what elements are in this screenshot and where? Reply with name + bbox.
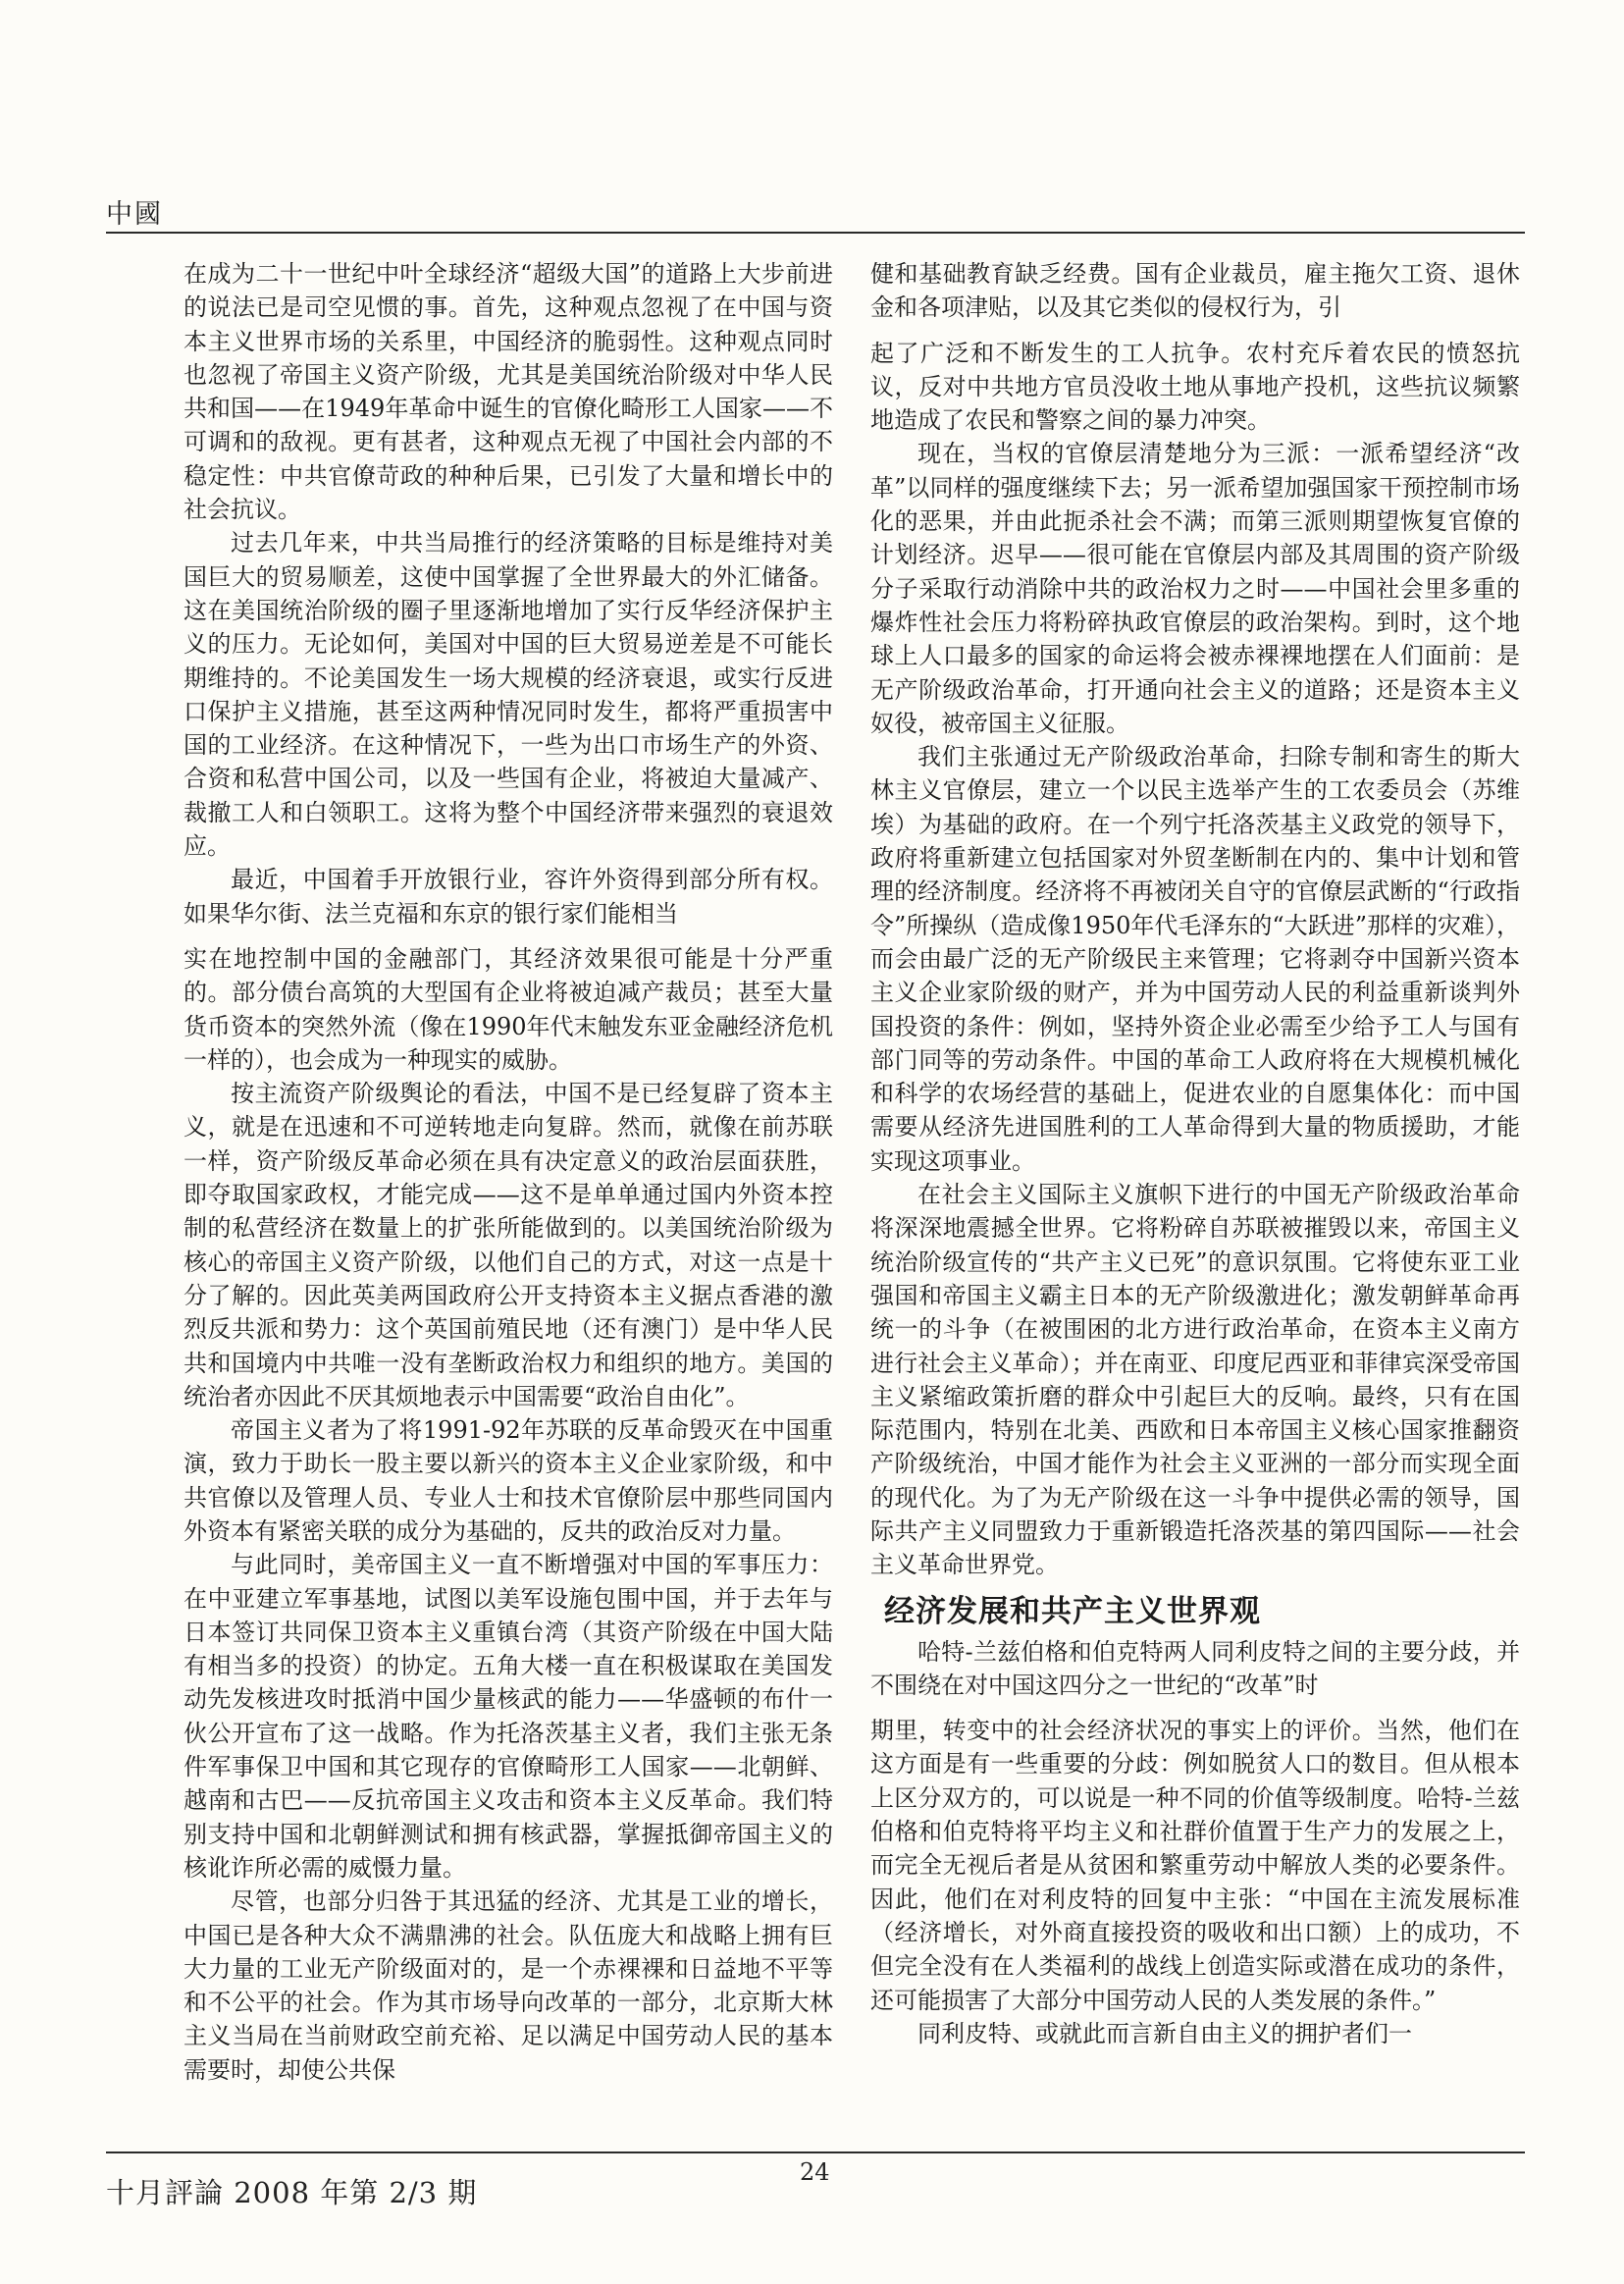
paragraph: 我们主张通过无产阶级政治革命，扫除专制和寄生的斯大林主义官僚层，建立一个以民主选举产生的工农委员会（苏维埃）为基础的政府。在一个列宁托洛茨基主义政党的领导下，政府将重新建立包括国家对外贸垄断制在内的、集中计划和管理的经济制度。经济将不再被闭关自守的官僚层武断的“行政指令”所操纵（造成像1950年代毛泽东的“大跃进”那样的灾难），而会由最广泛的无产阶级民主来管理；它将剥夺中国新兴资本主义企业家阶级的财产，并为中国劳动人民的利益重新谈判外国投资的条件：例如，坚持外资企业必需至少给予工人与国有部门同等的劳动条件。中国的革命工人政府将在大规模机械化和科学的农场经营的基础上，促进农业的自愿集体化：而中国需要从经济先进国胜利的工人革命得到大量的物质援助，才能实现这项事业。 — [870, 743, 1520, 1175]
running-header: 中國 — [106, 199, 163, 230]
paragraph: 在社会主义国际主义旗帜下进行的中国无产阶级政治革命将深深地震撼全世界。它将粉碎自苏联被摧毁以来，帝国主义统治阶级宣传的“共产主义已死”的意识氛围。它将使东亚工业强国和帝国主义霸主日本的无产阶级激进化；激发朝鲜革命再统一的斗争（在被围困的北方进行政治革命，在资本主义南方进行社会主义革命）；并在南亚、印度尼西亚和菲律宾深受帝国主义紧缩政策折磨的群众中引起巨大的反响。最终，只有在国际范围内，特别在北美、西欧和日本帝国主义核心国家推翻资产阶级统治，中国才能作为社会主义亚洲的一部分而实现全面的现代化。为了为无产阶级在这一斗争中提供必需的领导，国际共产主义同盟致力于重新锻造托洛茨基的第四国际——社会主义革命世界党。 — [870, 1181, 1520, 1579]
paragraph: 同利皮特、或就此而言新自由主义的拥护者们一 — [917, 2019, 1412, 2047]
paragraph: 最近，中国着手开放银行业，容许外资得到部分所有权。如果华尔街、法兰克福和东京的银行家们能相当 — [183, 866, 833, 928]
paragraph: 帝国主义者为了将1991-92年苏联的反革命毁灭在中国重演，致力于助长一股主要以新兴的资本主义企业家阶级，和中共官僚以及管理人员、专业人士和技术官僚阶层中那些同国内外资本有紧密关联的成分为基础的，反共的政治反对力量。 — [183, 1416, 833, 1545]
footer-rule — [106, 2151, 1525, 2153]
paragraph: 实在地控制中国的金融部门，其经济效果很可能是十分严重的。部分债台高筑的大型国有企业将被迫减产裁员；甚至大量货币资本的突然外流（像在1990年代末触发东亚金融经济危机一样的），也会成为一种现实的威胁。 — [183, 944, 833, 1074]
paragraph: 按主流资产阶级舆论的看法，中国不是已经复辟了资本主义，就是在迅速和不可逆转地走向复辟。然而，就像在前苏联一样，资产阶级反革命必须在具有决定意义的政治层面获胜，即夺取国家政权，才能完成——这不是单单通过国内外资本控制的私营经济在数量上的扩张所能做到的。以美国统治阶级为核心的帝国主义资产阶级，以他们自己的方式，对这一点是十分了解的。因此英美两国政府公开支持资本主义据点香港的激烈反共派和势力：这个英国前殖民地（还有澳门）是中华人民共和国境内中共唯一没有垄断政治权力和组织的地方。美国的统治者亦因此不厌其烦地表示中国需要“政治自由化”。 — [183, 1080, 833, 1410]
page-number: 24 — [800, 2158, 830, 2186]
section-heading: 经济发展和共产主义世界观 — [884, 1593, 1261, 1629]
paragraph: 现在，当权的官僚层清楚地分为三派：一派希望经济“改革”以同样的强度继续下去；另一派希望加强国家干预控制市场化的恶果，并由此扼杀社会不满；而第三派则期望恢复官僚的计划经济。迟早——很可能在官僚层内部及其周围的资产阶级分子采取行动消除中共的政治权力之时——中国社会里多重的爆炸性社会压力将粉碎执政官僚层的政治架构。到时，这个地球上人口最多的国家的命运将会被赤裸裸地摆在人们面前：是无产阶级政治革命，打开通向社会主义的道路；还是资本主义奴役，被帝国主义征服。 — [870, 440, 1520, 737]
right-column — [870, 257, 1520, 2050]
header-rule — [106, 232, 1525, 234]
paragraph: 哈特-兰兹伯格和伯克特两人同利皮特之间的主要分歧，并不围绕在对中国这四分之一世纪的“改革”时 — [870, 1637, 1520, 1699]
paragraph: 在成为二十一世纪中叶全球经济“超级大国”的道路上大步前进的说法已是司空见惯的事。首先，这种观点忽视了在中国与资本主义世界市场的关系里，中国经济的脆弱性。这种观点同时也忽视了帝国主义资产阶级，尤其是美国统治阶级对中华人民共和国——在1949年革命中诞生的官僚化畸形工人国家——不可调和的敌视。更有甚者，这种观点无视了中国社会内部的不稳定性：中共官僚苛政的种种后果，已引发了大量和增长中的社会抗议。 — [183, 260, 833, 524]
journal-issue: 十月評論 2008 年第 2/3 期 — [106, 2176, 478, 2209]
paragraph: 期里，转变中的社会经济状况的事实上的评价。当然，他们在这方面是有一些重要的分歧：例如脱贫人口的数目。但从根本上区分双方的，可以说是一种不同的价值等级制度。哈特-兰兹伯格和伯克特将平均主义和社群价值置于生产力的发展之上，而完全无视后者是从贫困和繁重劳动中解放人类的必要条件。因此，他们在对利皮特的回复中主张：“中国在主流发展标准（经济增长，对外商直接投资的吸收和出口额）上的成功，不但完全没有在人类福利的战线上创造实际或潜在成功的条件，还可能损害了大部分中国劳动人民的人类发展的条件。” — [870, 1717, 1520, 2014]
paragraph: 健和基础教育缺乏经费。国有企业裁员，雇主拖欠工资、退休金和各项津贴，以及其它类似的侵权行为，引 — [870, 260, 1520, 322]
paragraph: 与此同时，美帝国主义一直不断增强对中国的军事压力：在中亚建立军事基地，试图以美军设施包围中国，并于去年与日本签订共同保卫资本主义重镇台湾（其资产阶级在中国大陆有相当多的投资）的协定。五角大楼一直在积极谋取在美国发动先发核进攻时抵消中国少量核武的能力——华盛顿的布什一伙公开宣布了这一战略。作为托洛茨基主义者，我们主张无条件军事保卫中国和其它现存的官僚畸形工人国家——北朝鲜、越南和古巴——反抗帝国主义攻击和资本主义反革命。我们特别支持中国和北朝鲜测试和拥有核武器，掌握抵御帝国主义的核讹诈所必需的威慑力量。 — [183, 1551, 833, 1882]
paragraph: 过去几年来，中共当局推行的经济策略的目标是维持对美国巨大的贸易顺差，这使中国掌握了全世界最大的外汇储备。这在美国统治阶级的圈子里逐渐地增加了实行反华经济保护主义的压力。无论如何，美国对中国的巨大贸易逆差是不可能长期维持的。不论美国发生一场大规模的经济衰退，或实行反进口保护主义措施，甚至这两种情况同时发生，都将严重损害中国的工业经济。在这种情况下，一些为出口市场生产的外资、合资和私营中国公司，以及一些国有企业，将被迫大量减产、裁撤工人和白领职工。这将为整个中国经济带来强烈的衰退效应。 — [183, 529, 833, 861]
left-column — [183, 257, 833, 2087]
paragraph: 起了广泛和不断发生的工人抗争。农村充斥着农民的愤怒抗议，反对中共地方官员没收土地从事地产投机，这些抗议频繁地造成了农民和警察之间的暴力冲突。 — [870, 339, 1520, 435]
paragraph: 尽管，也部分归咎于其迅猛的经济、尤其是工业的增长，中国已是各种大众不满鼎沸的社会。队伍庞大和战略上拥有巨大力量的工业无产阶级面对的，是一个赤裸裸和日益地不平等和不公平的社会。作为其市场导向改革的一部分，北京斯大林主义当局在当前财政空前充裕、足以满足中国劳动人民的基本需要时，却使公共保 — [183, 1887, 833, 2084]
